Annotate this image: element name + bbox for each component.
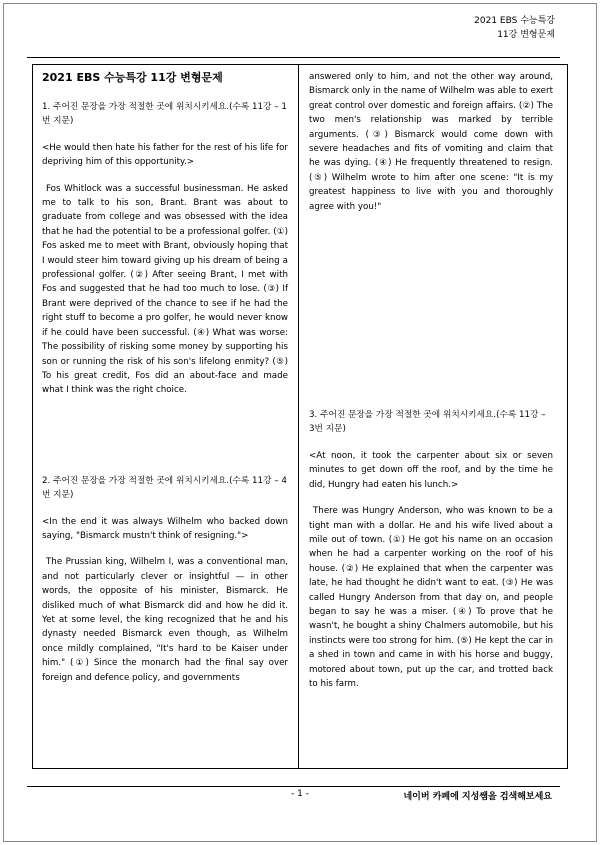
header-title: 2021 EBS 수능특강 [474,16,555,26]
question-1-passage: Fos Whitlock was a successful businessman. He asked me to talk to his son, Brant. Brant was about to graduate from college and was obsessed with the idea that he had the potential to be a professional golfer. (①) Fos asked me to meet with Brant, obviously hoping that I would steer him toward giving up his dream of being a professional golfer. (②) After seeing Brant, I met with Fos and suggested that he had too much to lose. (③) If Brant were deprived of the chance to see if he had the right stuff to become a pro golfer, he would never know if he could have been successful. (④) What was worse: The possibility of risking some money by supporting his son or running the risk of his son's lifelong enmity? (⑤) To his great credit, Fos did an about-face and made what I think was the right choice. [42,183,288,396]
question-1-heading: 1. 주어진 문장을 가장 적절한 곳에 위치시키세요.(수록 11강 – 1번 지문) [42,102,287,127]
question-1 [42,100,288,398]
question-2-given-sentence: <In the end it was always Wilhelm who backed down saying, "Bismarck mustn't think of resigning."> [42,516,288,541]
question-2-passage-part2: answered only to him, and not the other way around, Bismarck only in the name of Wilhelm was able to exert great control over domestic and foreign affairs. (②) The two men's relationship was marked by terrible arguments. (③) Bismarck would come down with severe headaches and fits of vomiting and claim that he was dying. (④) He frequently threatened to resign. (⑤) Wilhelm wrote to him after one scene: "It is my greatest happiness to live with you and thoroughly agree with you!" [309,72,553,212]
question-2-passage-part1: The Prussian king, Wilhelm I, was a conventional man, and not particularly clever or insightful — in other words, the opposite of his minister, Bismarck. He disliked much of what Bismarck did and how he did it. Yet at some level, the king recognized that he and his dynasty needed Bismarck even though, as Wilhelm once mildly complained, "It's hard to be Kaiser under him." (①) Since the monarch had the final say over foreign and defence policy, and governments [42,557,288,683]
question-3-heading: 3. 주어진 문장을 가장 적절한 곳에 위치시키세요.(수록 11강 – 3번 지문) [309,410,546,435]
question-2-heading: 2. 주어진 문장을 가장 적절한 곳에 위치시키세요.(수록 11강 – 4번 지문) [42,475,287,501]
question-3 [309,408,553,691]
header-subtitle: 11강 변형문제 [497,30,555,40]
document-title: 2021 EBS 수능특강 11강 변형문제 [42,71,223,84]
left-column [42,70,288,685]
footer-note: 네이버 카페에 지성쌤을 검색해보세요 [403,792,552,802]
header-rule [27,57,560,58]
right-column [309,70,553,691]
footer-rule [27,786,560,787]
question-3-passage: There was Hungry Anderson, who was known to be a tight man with a dollar. He and his wife lived about a mile out of town. (①) He got his name on an occasion when he had a carpenter working on the roof of his house. (②) He explained that when the carpenter was late, he had thought he didn't want to eat. (③) He was called Hungry Anderson from that day on, and people began to say he was a miser. (④) To prove that he wasn't, he bought a shiny Chalmers automobile, but his instincts were too strong for him. (⑤) He kept the car in a shed in town and came in with his horse and buggy, motored about town, put up the car, and trotted back to his farm. [309,506,553,689]
page-header [474,14,555,42]
question-3-given-sentence: <At noon, it took the carpenter about six or seven minutes to get down off the roof, and by the time he did, Hungry had eaten his lunch.> [309,450,553,490]
question-1-given-sentence: <He would then hate his father for the rest of his life for depriving him of this opportunity.> [42,142,288,168]
page-number: - 1 - [291,789,309,799]
question-2 [42,474,288,685]
column-divider [298,64,299,769]
